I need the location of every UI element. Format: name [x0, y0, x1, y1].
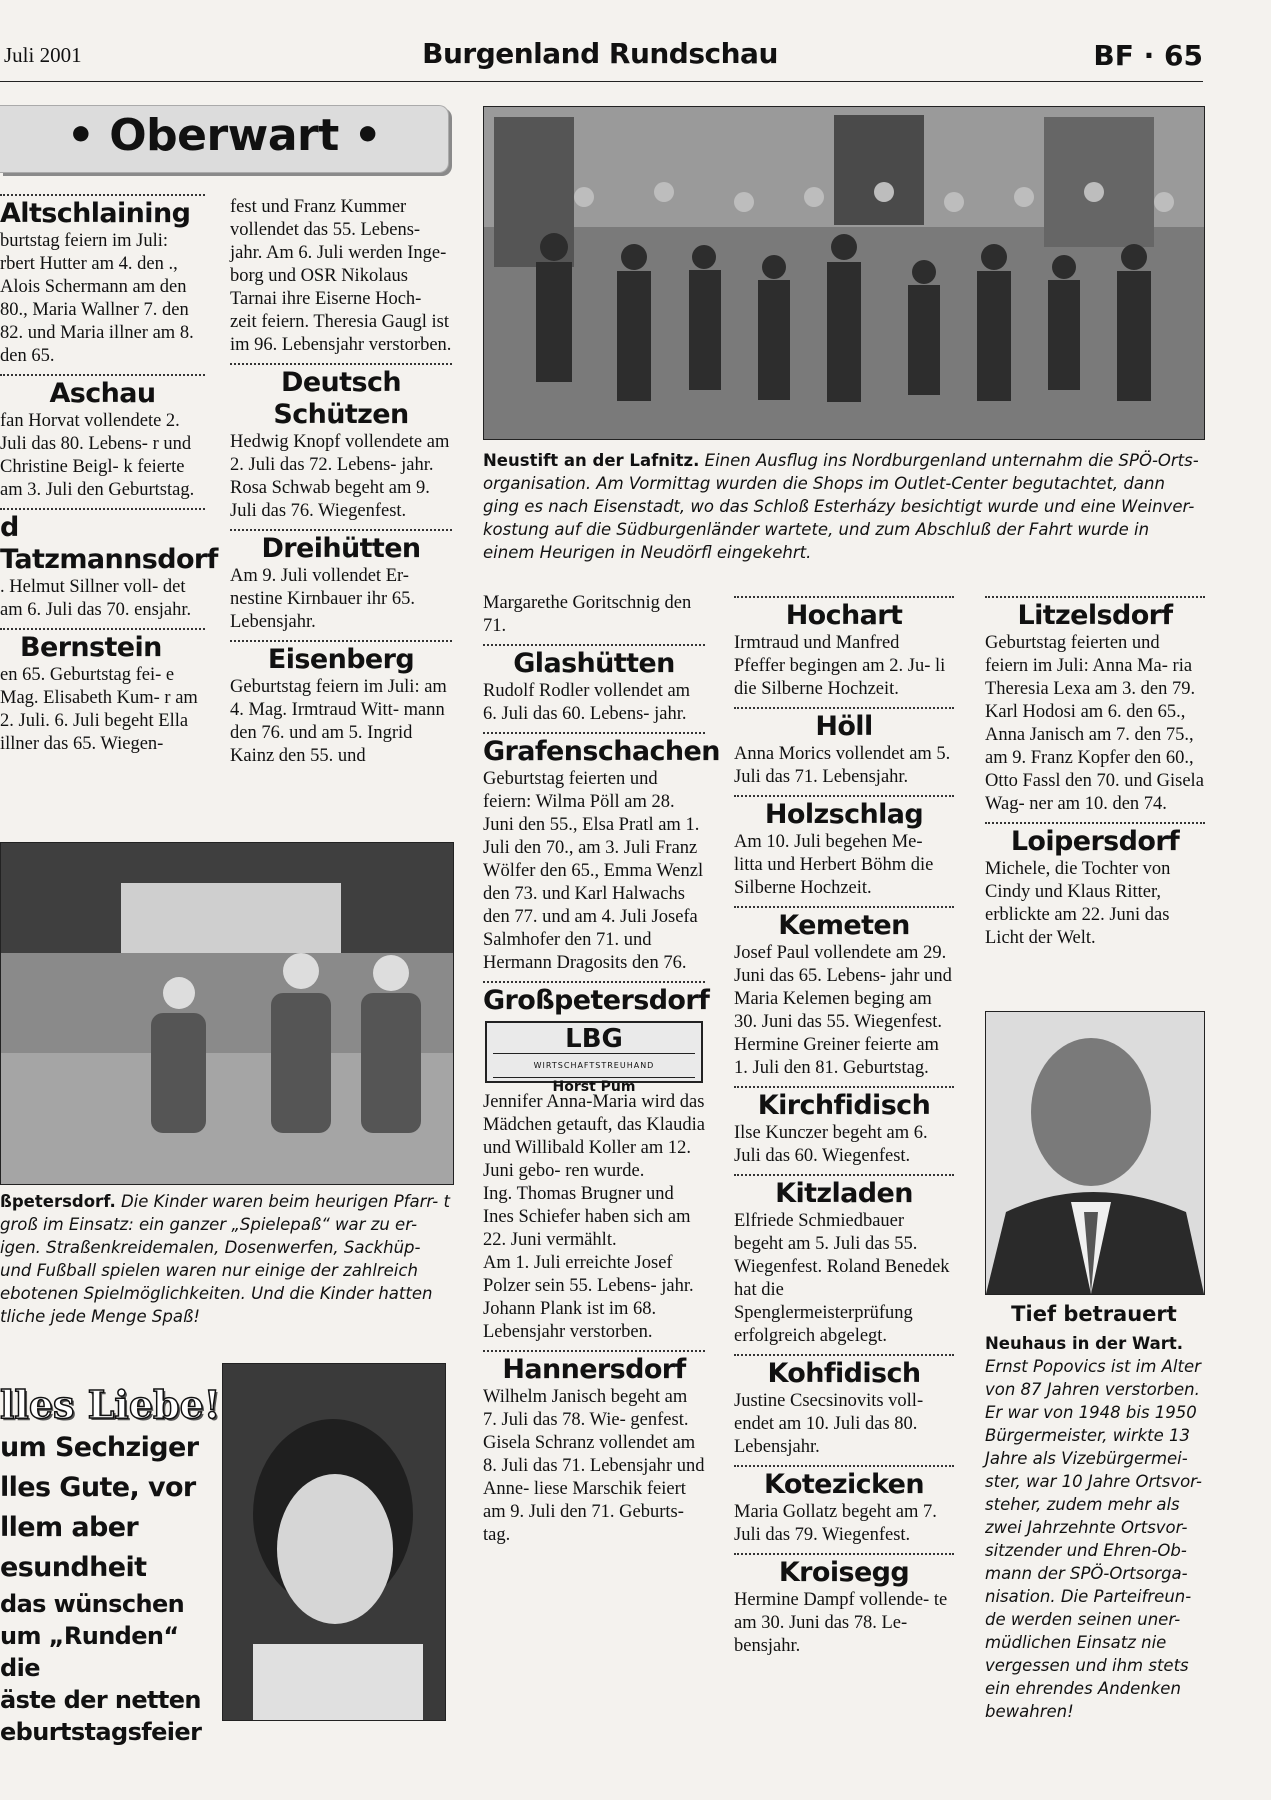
article-text: fest und Franz Kummer vollendet das 55. Lebens- jahr. Am 6. Juli werden Inge- borg und OSR Nikolaus Tarnai ihre Eiserne Hoch- zeit feiern. Theresia Gaugl ist im 96. Lebensjahr verstorben.	[230, 197, 452, 355]
divider	[483, 1350, 705, 1352]
article-text: Ing. Thomas Brugner und Ines Schiefer haben sich am 22. Juni vermählt.	[483, 1184, 691, 1250]
article-heading: Bernstein	[20, 632, 162, 663]
greeting-line: eburtstagsfeier	[0, 1718, 202, 1746]
divider	[230, 640, 452, 642]
greeting-line: äste der netten	[0, 1686, 201, 1714]
ad-logo: LBG	[565, 1024, 623, 1054]
group-photo-illustration	[484, 107, 1204, 439]
article-heading: Kotezicken	[764, 1469, 924, 1500]
divider	[734, 707, 954, 709]
article-heading: Litzelsdorf	[1017, 600, 1173, 631]
caption-place: ßpetersdorf.	[0, 1192, 116, 1211]
article-text: . Helmut Sillner voll- det am 6. Juli das 70. ensjahr.	[0, 577, 192, 620]
column-2	[230, 196, 452, 768]
caption-place: Neustift an der Lafnitz.	[483, 451, 700, 470]
article-text: Rudolf Rodler vollendet am 6. Juli das 60. Lebens- jahr.	[483, 681, 691, 724]
divider	[230, 529, 452, 531]
article-text: Geburtstag feiern im Juli: am 4. Mag. Irmtraud Witt- mann den 76. und am 5. Ingrid Kainz den 55. und	[230, 677, 447, 766]
divider	[483, 981, 705, 983]
photo-caption	[0, 1190, 452, 1328]
article-heading: Grafenschachen	[483, 736, 720, 767]
article-heading: Holzschlag	[764, 799, 924, 830]
article-text: Geburtstag feierten und feiern: Wilma Pöll am 28. Juni den 55., Elsa Pratl am 1. Juli den 70., am 3. Juli Franz Wölfer den 65., Emma Wenzl den 73. und Karl Halwachs den 77. und am 4. Juli Josefa Salmhofer den 71. und Hermann Dragosits den 76.	[483, 769, 704, 973]
children-photo-illustration	[1, 843, 453, 1184]
article-heading: Kemeten	[778, 910, 910, 941]
obituary	[985, 1302, 1203, 1723]
article-text: Ilse Kunczer begeht am 6. Juli das 60. Wiegenfest.	[734, 1123, 928, 1166]
divider	[734, 1553, 954, 1555]
divider	[0, 628, 205, 630]
article-text: Irmtraud und Manfred Pfeffer begingen am 2. Ju- li die Silberne Hochzeit.	[734, 633, 946, 699]
portrait-woman	[222, 1363, 446, 1721]
group-photo	[483, 106, 1205, 440]
divider	[734, 596, 954, 598]
divider	[483, 644, 705, 646]
article-text: Justine Csecsinovits voll- endet am 10. Juli das 80. Lebensjahr.	[734, 1391, 924, 1457]
divider	[230, 363, 452, 365]
photo-caption	[483, 449, 1203, 564]
article-text: Margarethe Goritschnig den 71.	[483, 593, 692, 636]
article-text: burtstag feiern im Juli: rbert Hutter am 4. den ., Alois Schermann am den 80., Maria Wallner 7. den 82. und Maria illner am 8. den 65.	[0, 231, 194, 366]
article-text: Am 10. Juli begehen Me- litta und Herbert Böhm die Silberne Hochzeit.	[734, 832, 934, 898]
divider	[734, 1174, 954, 1176]
greeting-line: lles Gute, vor	[0, 1472, 196, 1503]
article-text: Maria Gollatz begeht am 7. Juli das 79. Wiegenfest.	[734, 1502, 937, 1545]
divider	[0, 194, 205, 196]
divider	[0, 508, 205, 510]
column-3	[483, 592, 720, 1547]
article-heading: Kohfidisch	[767, 1358, 921, 1389]
greeting-line: um „Runden“ die	[0, 1622, 179, 1682]
divider	[734, 1465, 954, 1467]
greeting-headline: lles Liebe!	[0, 1382, 221, 1427]
article-heading: Dreihütten	[261, 533, 421, 564]
article-heading: d Tatzmannsdorf	[0, 512, 218, 575]
article-text: Hermine Dampf vollende- te am 30. Juni das 78. Le- bensjahr.	[734, 1590, 948, 1656]
obituary-place: Neuhaus in der Wart.	[985, 1334, 1184, 1353]
article-heading: Hannersdorf	[502, 1354, 686, 1385]
caption-text: Einen Ausflug ins Nordburgenland unternahm die SPÖ-Orts- organisation. Am Vormittag wurden die Shops im Outlet-Center begutachtet, dann ging es nach Eisenstadt, wo das Schloß Esterházy besichtigt wurde und eine Weinver- kostung auf die Südburgenländer wartete, und zum Abschluß der Fahrt wurde in einem Heurigen in Neudörfl eingekehrt.	[483, 451, 1199, 562]
article-text: en 65. Geburtstag fei- e Mag. Elisabeth Kum- r am 2. Juli. 6. Juli begeht Ella illner das 65. Wiegen-	[0, 665, 198, 754]
divider	[483, 732, 705, 734]
article-heading: Höll	[815, 711, 873, 742]
section-banner	[0, 105, 449, 173]
article-text: Am 1. Juli erreichte Josef Polzer sein 55. Lebens- jahr.	[483, 1253, 694, 1296]
divider	[734, 1086, 954, 1088]
article-text: Johann Plank ist im 68. Lebensjahr verstorben.	[483, 1299, 657, 1342]
caption-text: Die Kinder waren beim heurigen Pfarr- t groß im Einsatz: ein ganzer „Spielepaß“ war zu er- igen. Straßenkreidemalen, Dosenwerfen, Sackhüp- und Fußball spielen waren nur einige der zahlreich ebotenen Spielmöglichkeiten. Und die Kinder hatten tliche jede Menge Spaß!	[0, 1192, 450, 1326]
portrait-woman-illustration	[223, 1364, 445, 1720]
divider	[0, 374, 205, 376]
article-text: Hedwig Knopf vollendete am 2. Juli das 72. Lebens- jahr. Rosa Schwab begeht am 9. Juli das 76. Wiegenfest.	[230, 432, 450, 521]
obituary-title: Tief betrauert	[1011, 1302, 1177, 1326]
children-photo	[0, 842, 454, 1185]
article-text: Geburtstag feierten und feiern im Juli: Anna Ma- ria Theresia Lexa am 3. den 79. Karl Hodosi am 6. den 65., Anna Janisch am 7. den 75., am 9. Franz Kopfer den 60., Otto Fassl den 70. und Gisela Wag- ner am 10. den 74.	[985, 633, 1204, 814]
article-heading: Großpetersdorf	[483, 985, 710, 1016]
article-text: Jennifer Anna-Maria wird das Mädchen getauft, das Klaudia und Willibald Koller am 12. Juni gebo- ren wurde.	[483, 1092, 705, 1181]
column-1	[0, 194, 218, 756]
issue-date: Juli 2001	[4, 43, 82, 67]
divider	[985, 596, 1205, 598]
advertisement	[485, 1021, 703, 1095]
divider	[985, 822, 1205, 824]
obituary-text	[985, 1332, 1203, 1723]
article-heading: Kitzladen	[775, 1178, 913, 1209]
page-header	[0, 35, 1203, 82]
article-text: Elfriede Schmiedbauer begeht am 5. Juli das 55. Wiegenfest. Roland Benedek hat die Spenglermeisterprüfung erfolgreich abgelegt.	[734, 1211, 950, 1346]
article-heading: Loipersdorf	[1010, 826, 1180, 857]
greeting-line: das wünschen	[0, 1590, 185, 1618]
article-text: Wilhelm Janisch begeht am 7. Juli das 78. Wie- genfest. Gisela Schranz vollendet am 8. Juli das 71. Lebensjahr und Anne- liese Marschik feiert am 9. Juli den 71. Geburts- tag.	[483, 1387, 705, 1545]
greeting-line: llem aber	[0, 1512, 139, 1543]
column-4	[734, 596, 954, 1658]
section-title: • Oberwart •	[66, 110, 382, 161]
ad-tagline: WIRTSCHAFTSTREUHAND	[493, 1053, 695, 1078]
article-text: Josef Paul vollendete am 29. Juni das 65. Lebens- jahr und Maria Kelemen beging am 30. Juni das 55. Wiegenfest. Hermine Greiner feierte am 1. Juli den 81. Geburtstag.	[734, 943, 952, 1078]
article-heading: Hochart	[785, 600, 903, 631]
article-heading: Glashütten	[513, 648, 675, 679]
article-text: Anna Morics vollendet am 5. Juli das 71. Lebensjahr.	[734, 744, 951, 787]
article-text: Am 9. Juli vollendet Er- nestine Kirnbauer ihr 65. Lebensjahr.	[230, 566, 415, 632]
portrait-man	[985, 1011, 1205, 1295]
article-heading: Deutsch Schützen	[273, 367, 409, 430]
article-heading: Eisenberg	[267, 644, 415, 675]
article-heading: Altschlaining	[0, 198, 191, 229]
article-heading: Kroisegg	[778, 1557, 910, 1588]
divider	[734, 906, 954, 908]
column-5	[985, 596, 1205, 950]
article-heading: Aschau	[49, 378, 156, 409]
greeting-line: um Sechziger	[0, 1432, 199, 1463]
page-number: BF · 65	[1093, 39, 1203, 72]
birthday-greeting	[0, 1382, 222, 1748]
divider	[734, 1354, 954, 1356]
greeting-line: esundheit	[0, 1552, 147, 1583]
newspaper-title: Burgenland Rundschau	[422, 37, 778, 70]
divider	[734, 795, 954, 797]
article-text: Michele, die Tochter von Cindy und Klaus Ritter, erblickte am 22. Juni das Licht der Welt.	[985, 859, 1171, 948]
portrait-man-illustration	[986, 1012, 1204, 1294]
article-text: fan Horvat vollendete 2. Juli das 80. Lebens- r und Christine Beigl- k feierte am 3. Juli den Geburtstag.	[0, 411, 195, 500]
article-heading: Kirchfidisch	[757, 1090, 931, 1121]
ad-name: Horst Pum	[552, 1079, 636, 1095]
obituary-body: Ernst Popovics ist im Alter von 87 Jahren verstorben. Er war von 1948 bis 1950 Bürgermeister, wirkte 13 Jahre als Vizebürgermei- ster, war 10 Jahre Ortsvor- steher, zudem mehr als zwei Jahrzehnte Ortsvor- sitzender und Ehren-Ob- mann der SPÖ-Ortsorga- nisation. Die Parteifreun- de werden seinen uner- müdlichen Einsatz nie vergessen und ihm stets ein ehrendes Andenken bewahren!	[985, 1357, 1202, 1721]
